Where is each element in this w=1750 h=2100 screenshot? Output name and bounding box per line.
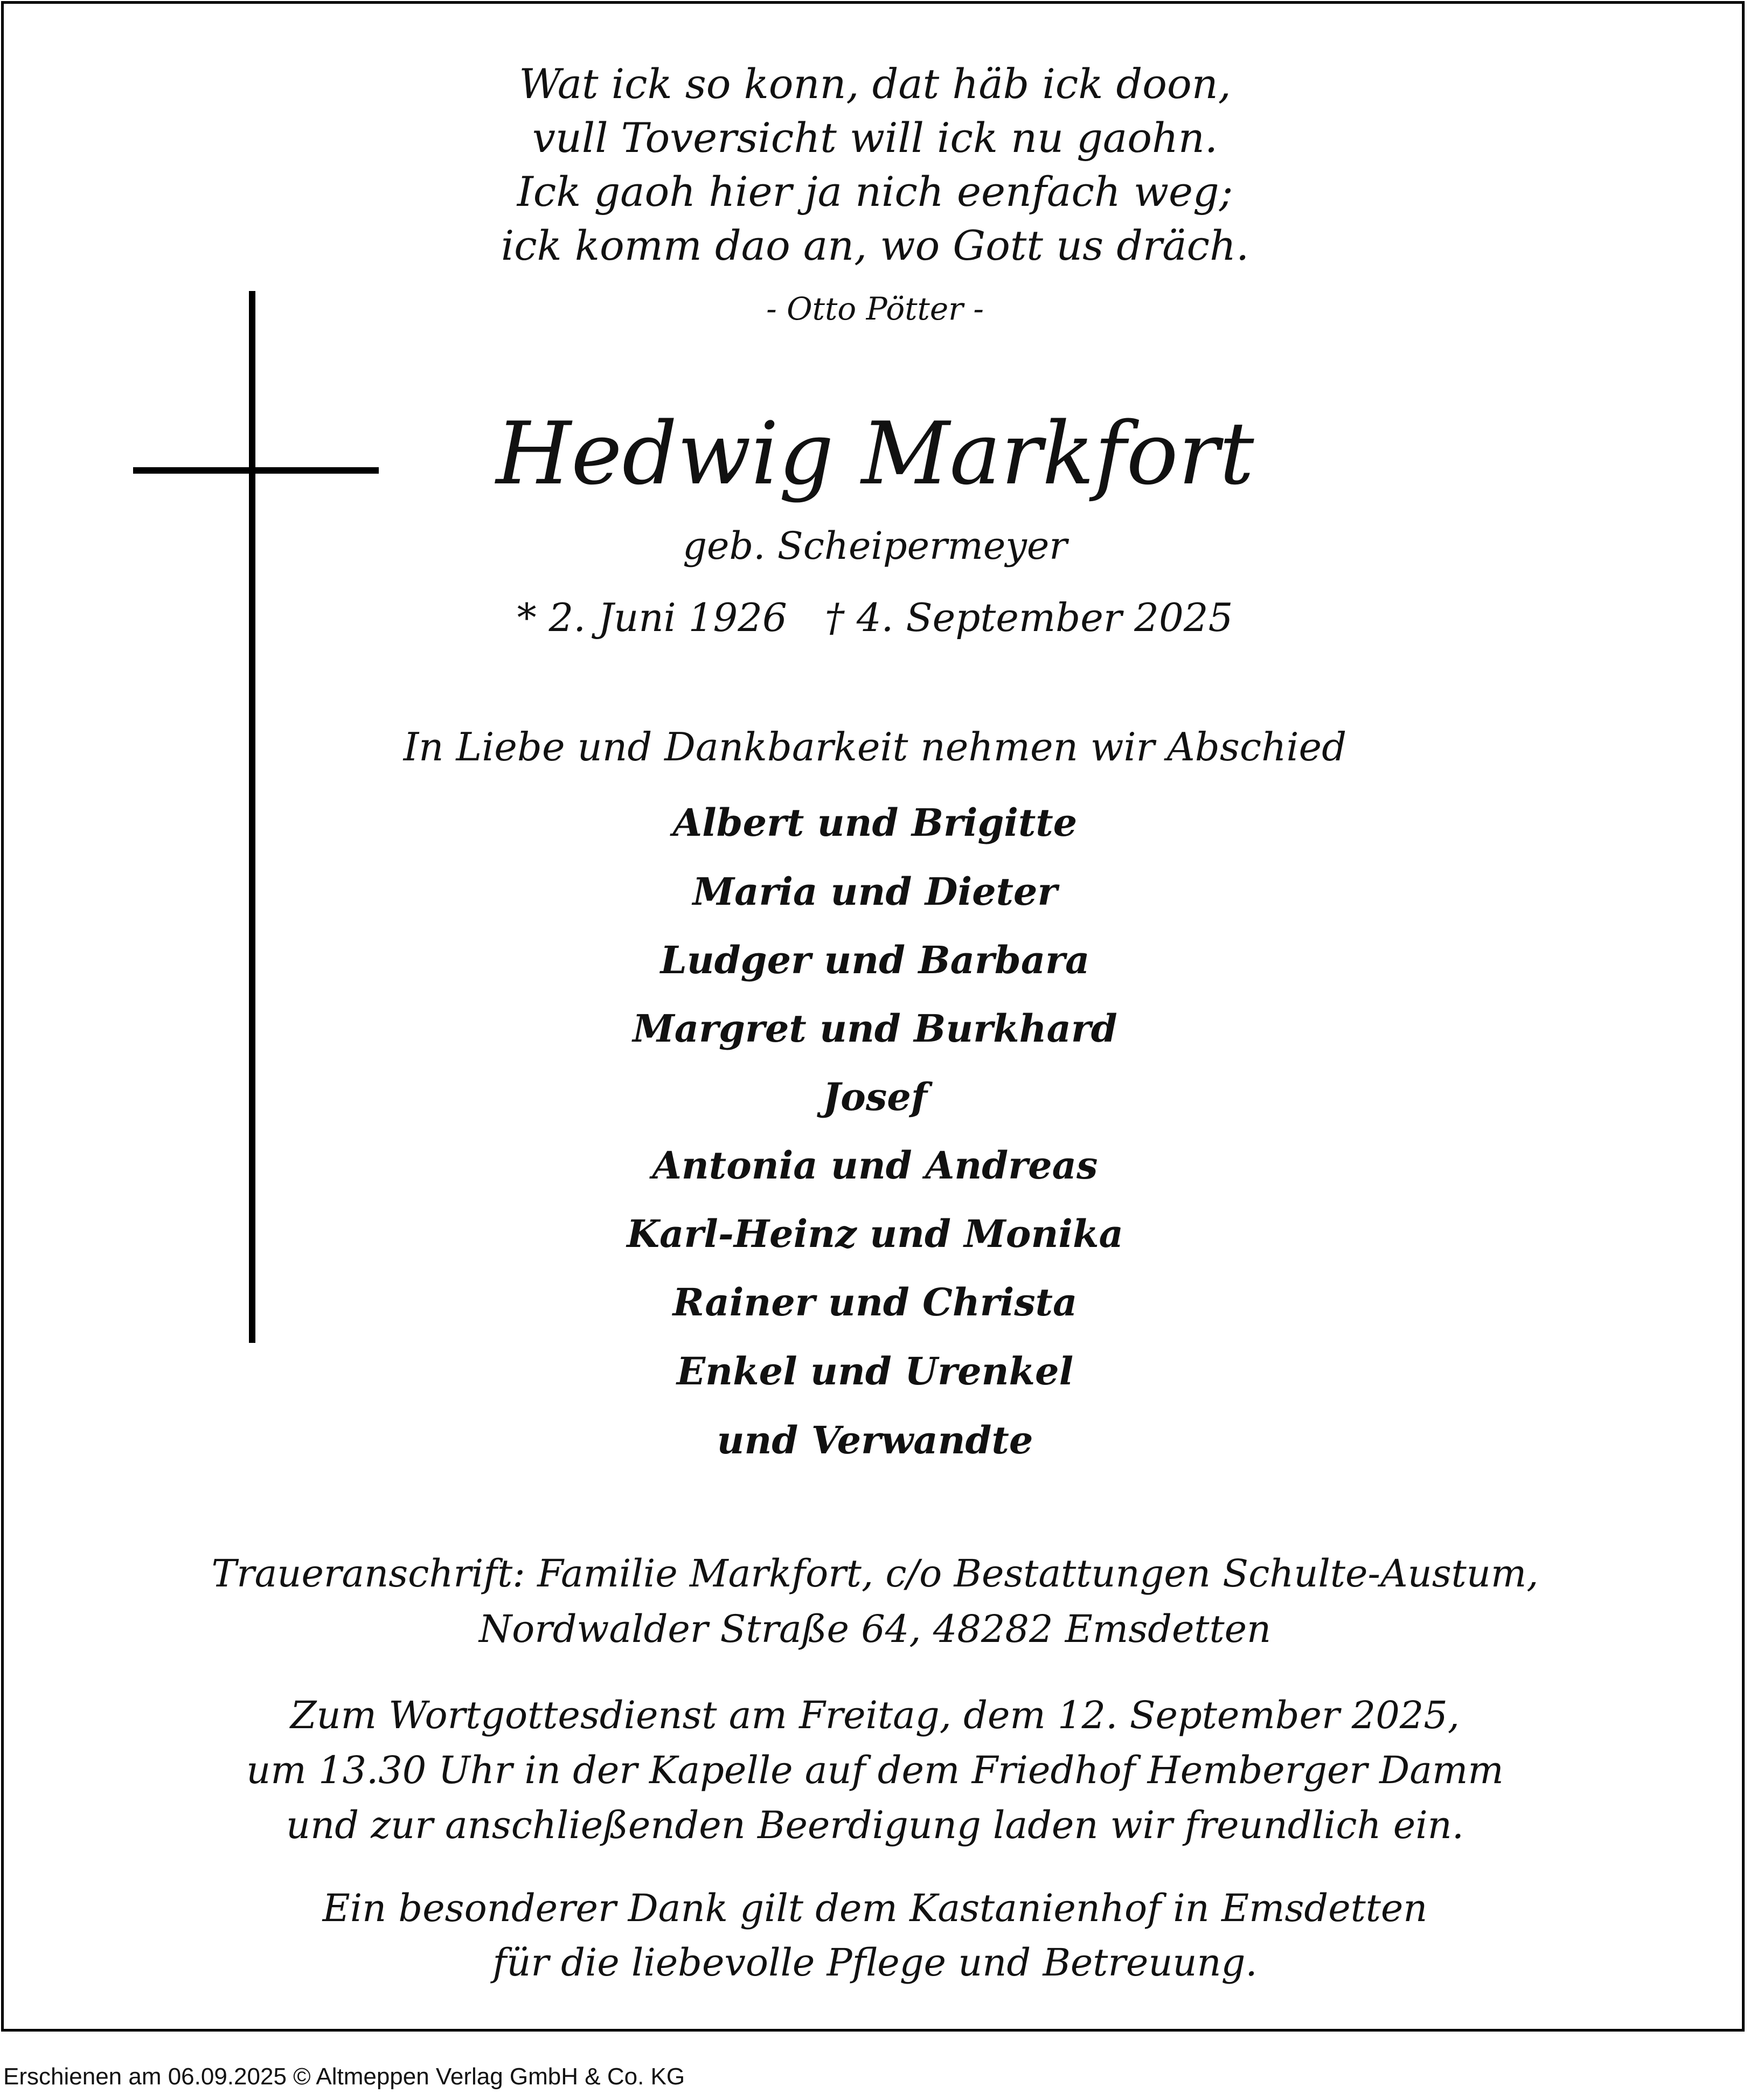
farewell-intro: In Liebe und Dankbarkeit nehmen wir Abschied [403,724,1347,770]
address-line-1: Traueranschrift: Familie Markfort, c/o Bestattungen Schulte-Austum, [211,1551,1539,1596]
poem-line-1: Wat ick so konn, dat häb ick doon, [519,60,1231,108]
mourner-line: Josef [823,1075,927,1119]
mourner-line: Karl-Heinz und Monika [627,1211,1123,1256]
deceased-name: Hedwig Markfort [496,403,1254,504]
poem-author: - Otto Pötter - [766,290,984,327]
publication-footer: Erschienen am 06.09.2025 © Altmeppen Verlag GmbH & Co. KG [3,2063,685,2090]
mourner-line: Margret und Burkhard [633,1006,1117,1051]
thanks-line-1: Ein besonderer Dank gilt dem Kastanienhof in Emsdetten [322,1886,1428,1930]
poem-line-2: vull Toversicht will ick nu gaohn. [532,114,1218,162]
maiden-name: geb. Scheipermeyer [683,524,1067,568]
mourner-line: Antonia und Andreas [652,1143,1098,1188]
mourner-line: Rainer und Christa [672,1280,1078,1325]
service-line-2: um 13.30 Uhr in der Kapelle auf dem Friedhof Hemberger Damm [246,1748,1504,1792]
birth-date: * 2. Juni 1926 [517,595,787,640]
mourner-line: Albert und Brigitte [672,800,1078,845]
poem-line-4: ick komm dao an, wo Gott us dräch. [501,221,1249,269]
mourner-line: Maria und Dieter [692,869,1058,914]
mourner-line: Enkel und Urenkel [676,1349,1074,1394]
mourner-line: und Verwandte [717,1418,1033,1463]
thanks-line-2: für die liebevolle Pflege und Betreuung. [492,1940,1258,1985]
mourner-line: Ludger und Barbara [660,938,1090,982]
poem-line-3: Ick gaoh hier ja nich eenfach weg; [517,168,1233,216]
service-line-3: und zur anschließenden Beerdigung laden wir freundlich ein. [286,1803,1464,1847]
life-dates [0,595,1750,640]
service-line-1: Zum Wortgottesdienst am Freitag, dem 12. September 2025, [290,1693,1460,1737]
death-date: † 4. September 2025 [824,595,1233,640]
address-line-2: Nordwalder Straße 64, 48282 Emsdetten [478,1607,1272,1651]
